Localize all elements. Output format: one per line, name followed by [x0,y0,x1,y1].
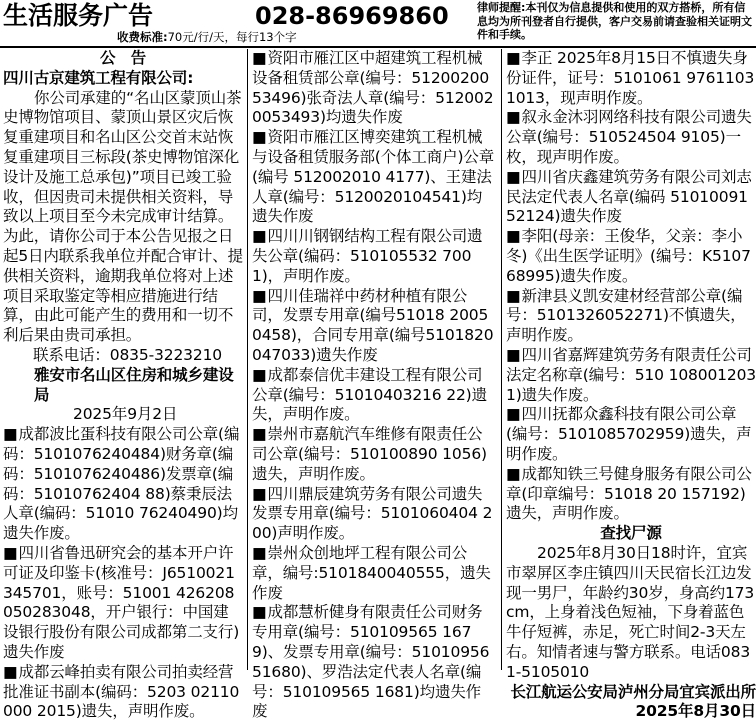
header-divider [0,46,756,48]
classified-ad [252,227,496,286]
charge-label: 收费标准: [117,30,168,44]
ad-text: 崇州众创地坪工程有限公司公章，编号:5101840040555，遗失作废 [252,543,491,602]
ad-text: 成都知铁三号健身服务有限公司公章(印章编号：51018 20 157192)遗失，声明作废。 [506,464,752,523]
ad-text: 新津县义凯安建材经营部公章(编号：5101326052271)不慎遗失，声明作废。 [506,286,746,345]
classified-ad [506,465,756,524]
classified-ad [506,168,756,227]
ad-text: 四川省庆鑫建筑劳务有限公司刘志民法定代表人名章(编码 5101009152124)遗失作废 [506,167,752,226]
ad-text: 四川鼎辰建筑劳务有限公司遗失发票专用章(编号：5101060404 200)声明作废。 [252,484,493,543]
bullet-square-icon: ■ [252,49,267,67]
ad-text: 资阳市雁江区中超建筑工程机械设备租赁部公章(编号：5120020053496)张奇法人章(编号：5120020053493)均遗失作废 [252,49,494,127]
charge-text: 70元/行/天，每行13个字 [167,30,297,44]
bullet-square-icon: ■ [252,227,267,246]
bullet-square-icon: ■ [506,464,521,483]
corpse-notice-title: 查找尸源 [600,524,662,543]
charge-standard [117,30,297,44]
bullet-square-icon: ■ [506,108,521,127]
ad-text: 叙永金沐羽网络科技有限公司遗失公章(编号：510524504 9105)一枚，现声明作废。 [506,108,752,166]
page-title: 生活服务广告 [3,1,154,30]
notice-signer: 雅安市名山区住房和城乡建设局 [34,365,234,404]
ad-text: 崇州市嘉航汽车维修有限责任公司公章(编号：510100890 1056)遗失，声明作废。 [252,425,487,483]
bullet-square-icon: ■ [252,128,267,147]
lawyer-text: 本刊仅为信息提供和使用的双方搭桥，所有信息均为所刊登者自行提供，客户交易前请查验相关证明文件和手续。 [477,1,752,41]
bullet-square-icon: ■ [506,405,521,424]
classified-ad [252,366,496,425]
ad-text: 李正 2025年8月15日不慎遗失身份证件，证号：5101061 97611031013，现声明作废。 [506,49,755,107]
classified-ad [506,405,756,464]
ad-text: 四川省嘉辉建筑劳务有限责任公司法定名称章(编号：510 1080012031)遗失作废。 [506,345,756,404]
corpse-notice-body: 2025年8月30日18时许，宜宾市翠屏区李庄镇四川天民宿长江边发现一男尸，年龄约30岁，身高约173cm，上身着浅色短袖，下身着蓝色牛仔短裤，赤足，死亡时间2-3天左右。知情者速与警方联系。电话0831-5105010 [506,543,755,681]
ad-text: 李阳(母亲：王俊华，父亲：李小冬)《出生医学证明》(编号：K510768995)遗失作废。 [506,227,751,285]
column-2 [252,49,496,721]
classified-ad [252,544,496,603]
column-1 [3,49,243,721]
bullet-square-icon: ■ [506,49,521,67]
bullet-square-icon: ■ [506,227,521,246]
ad-text: 四川佳瑞祥中药材种植有限公司，发票专用章(编号51018 20050458)，合同专用章(编号5101820047033)遗失作废 [252,286,494,364]
column-3 [506,49,756,721]
ad-text: 成都泰信优丰建设工程有限公司公章(编号：51010403216 22)遗失，声明作废。 [252,365,487,424]
column-divider [501,49,502,670]
corpse-notice-signer: 长江航运公安局泸州分局宜宾派出所 [510,682,756,701]
hotline-phone: 028-86969860 [255,2,449,30]
bullet-square-icon: ■ [506,345,521,364]
bullet-square-icon: ■ [252,425,267,444]
notice-contact: 联系电话：0835-3223210 [33,345,223,364]
classified-ad [506,227,756,286]
classified-ad [506,108,756,167]
ad-text: 成都波比蛋科技有限公司公章(编码：5101076240484)财务章(编码：5101076240486)发票章(编码：51010762404 88)蔡秉辰法人章(编码：51010 76240490)均遗失作废。 [3,425,240,543]
notice-body: 你公司承建的“名山区蒙顶山茶史博物馆项目、蒙顶山景区灾后恢复重建项目和名山区公交首末站恢复重建项目三标段(茶史博物馆深化设计及施工总承包)”项目已竣工验收，但因贵司未提供相关资料，导致以上项目至今未完成审计结算。为此，请你公司于本公告见报之日起5日内联系我单位并配合审计、提供相关资料，逾期我单位将对上述项目采取鉴定等相应措施进行结算，由此可能产生的费用和一切不利后果由贵司承担。 [3,88,243,345]
bullet-square-icon: ■ [3,543,18,562]
lawyer-label: 律师提醒: [477,1,526,14]
classified-ad [252,603,496,722]
column-divider [247,49,248,670]
bullet-square-icon: ■ [3,425,18,444]
ad-text: 资阳市雁江区博奕建筑工程机械与设备租赁服务部(个体工商户)公章(编号 512002010 4177)、王建法人章(编号：5120020104541)均遗失作废 [252,128,495,226]
ad-text: 四川川钢钢结构工程有限公司遗失公章(编码：510105532 7001)，声明作废。 [252,227,483,285]
page-header [0,0,756,44]
classified-ad [252,287,496,366]
classified-ad [252,485,496,544]
bullet-square-icon: ■ [252,286,267,305]
classified-ad [506,287,756,346]
bullet-square-icon: ■ [506,286,521,305]
classified-ad [3,663,243,722]
classified-ad [252,49,496,128]
classified-ad [252,128,496,227]
bullet-square-icon: ■ [506,167,521,186]
classified-ad [3,544,243,663]
ad-text: 成都慧析健身有限责任公司财务专用章(编号：510109565 1679)、发票专用章(编号：5101095651680)、罗浩法定代表人名章(编号：510109565 1681)均遗失作废 [252,603,490,721]
bullet-square-icon: ■ [252,365,267,384]
corpse-notice-date: 2025年8月30日 [635,702,756,721]
notice-recipient: 四川古京建筑工程有限公司: [3,68,194,87]
ad-text: 四川抚都众鑫科技有限公司公章(编号：5101085702959)遗失，声明作废。 [506,405,752,463]
notice-title: 公 告 [99,49,147,67]
classified-ad [252,425,496,484]
notice-date: 2025年9月2日 [73,405,178,424]
classified-ad [3,425,243,544]
bullet-square-icon: ■ [252,543,267,562]
ad-text: 成都云峰拍卖有限公司拍卖经营批准证书副本(编码：5203 02110000 2015)遗失，声明作废。 [3,662,240,721]
classified-ad [506,49,756,108]
lawyer-reminder [477,1,754,42]
bullet-square-icon: ■ [252,484,267,503]
classified-ad [506,346,756,405]
ad-text: 四川省鲁迅研究会的基本开户许可证及印鉴卡(核准号：J6510021345701，账号：51001 426208050283048，开户银行：中国建设银行股份有限公司成都第二支行)遗失作废 [3,543,240,661]
bullet-square-icon: ■ [3,662,18,681]
bullet-square-icon: ■ [252,603,267,622]
